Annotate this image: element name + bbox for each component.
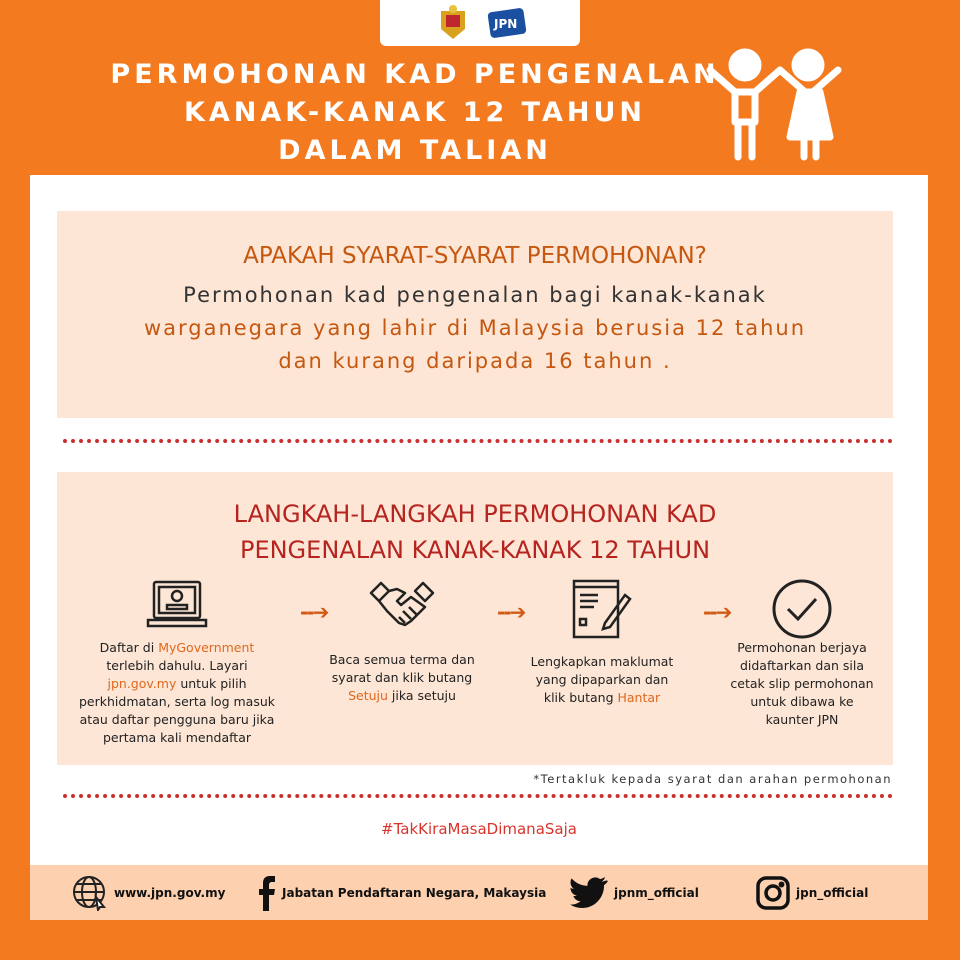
coat-of-arms-logo [433,3,473,43]
laptop-user-icon [145,579,209,635]
setuju-highlight: Setuju [348,688,388,703]
step-1 [77,579,277,747]
instagram-icon [756,876,790,910]
title-line: PERMOHONAN KAD PENGENALAN [110,59,720,90]
children-icon [700,40,860,165]
title-line: KANAK-KANAK 12 TAHUN [183,97,647,128]
globe-icon [72,875,108,911]
requirements-box [57,211,893,418]
facebook-text: Jabatan Pendaftaran Negara, Makaysia [282,885,547,900]
content-card [30,175,928,920]
requirements-text [57,279,893,378]
twitter-link[interactable] [570,877,699,909]
step-text: Lengkapkan maklumat yang dipaparkan dan klik butang [530,654,674,705]
check-circle-icon [770,579,834,643]
steps-heading [57,496,893,568]
website-text: www.jpn.gov.my [114,885,226,900]
facebook-link[interactable] [256,875,546,911]
requirements-heading: APAKAH SYARAT-SYARAT PERMOHONAN? [243,243,707,269]
step-text: terlebih dahulu. Layari [106,658,248,673]
footer [30,865,928,920]
facebook-icon [256,875,276,911]
instagram-link[interactable] [756,876,868,910]
mygovernment-link[interactable]: MyGovernment [158,640,255,655]
step-text: untuk pilih perkhidmatan, serta log masuk atau daftar pengguna baru jika pertama kali mendaftar [78,676,275,745]
form-pen-icon [571,579,633,639]
heading-line: LANGKAH-LANGKAH PERMOHONAN KAD [233,500,717,528]
hashtag: #TakKiraMasaDimanaSaja [381,820,577,838]
step-text: Baca semua terma dan syarat dan klik butang [329,652,475,685]
requirements-line: dan kurang daripada 16 tahun . [278,349,672,373]
jpn-website-link[interactable]: jpn.gov.my [107,676,177,691]
heading-line: PENGENALAN KANAK-KANAK 12 TAHUN [239,536,711,564]
arrow-icon: --➔ [703,600,731,624]
hantar-highlight: Hantar [617,690,661,705]
page-title [90,56,740,170]
arrow-icon: --➔ [300,600,328,624]
dotted-divider [63,794,893,798]
requirements-line: Permohonan kad pengenalan bagi kanak-kanak [183,283,767,307]
dotted-divider [63,439,893,443]
steps-box [57,472,893,765]
step-text: Daftar di [99,640,159,655]
step-3 [527,579,677,707]
requirements-line: warganegara yang lahir di Malaysia berusia 12 tahun [143,316,807,340]
website-link[interactable] [72,875,225,911]
twitter-text: jpnm_official [614,885,699,900]
step-2 [327,579,477,705]
step-4 [727,579,877,729]
step-text: jika setuju [387,688,456,703]
handshake-icon [369,579,435,635]
instagram-text: jpn_official [796,885,869,900]
step-text: Permohonan berjaya didaftarkan dan sila cetak slip permohonan untuk dibawa ke kaunter JPN [730,640,874,727]
twitter-icon [570,877,608,909]
logo-bar [380,0,580,46]
title-line: DALAM TALIAN [278,135,552,166]
footnote: *Tertakluk kepada syarat dan arahan permohonan [533,772,892,786]
arrow-icon: --➔ [497,600,525,624]
svg-text:JPN: JPN [494,17,518,31]
jpn-logo [487,6,527,40]
